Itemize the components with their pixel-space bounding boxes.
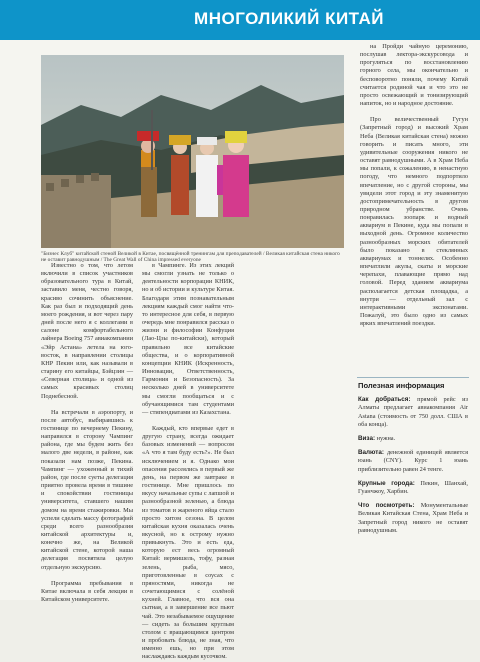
section-header-bar: [0, 0, 480, 40]
useful-info-text: Пекин, Шанхай, Гуанчжоу, Харбин.: [358, 479, 468, 496]
useful-info-item: [358, 435, 468, 443]
paragraph: Известно о том, что летом включили в список участников образовательного тура в Китай, заставило меня, честно говоря, красиво сочинить объяснение. Как раз был и подходящий день моего рождения, и вот через пару дней после него я с коллегами в салоне комфортабельного лайнера Boeing 757 авиакомпании «Эйр Астана» летела на юго-восток, в направлении столицы КНР Пекин или, как называли в старину его китайцы, Бэйцзин — «Северная столица» и одной из самых красивых столиц Поднебесной.: [41, 262, 133, 400]
useful-info-item: [358, 480, 468, 496]
useful-info-label: Крупные города:: [358, 479, 415, 487]
article-column-2: [142, 262, 234, 662]
useful-info-item: [358, 502, 468, 535]
paragraph: Каждый, кто впервые едет в другую страну, всегда ожидает базовых изменений — вопросом «А что я там буду есть?». Не был исключением и я. Однако мои опасения рассеялись в первый же день, на первом же завтраке в гостинице. Мне пришлось по вкусу начальные супы с лапшой и разнообразной зеленью, а блюда из томатов и жареного яйца стало просто хитом сезона. В целом китайская кухня оказалась очень вкусной, но к острому нужно привыкнуть. Это и есть еда, которую ест весь огромный Китай: вермишель, тофу, разная зелень, рыба, мясо, приготовленные в соусах с пряностями, никогда не сочетающимися с солёной кухней. Главное, что вся она сытная, а в завершение все пьют чай. Это незабываемое ощущение — сидеть за большим круглым столом с вращающимся центром и пробовать блюда, не зная, что именно ешь, но при этом наслаждаясь каждым кусочком.: [142, 424, 234, 661]
article-column-1: [41, 262, 133, 604]
paragraph-spacer: [142, 417, 234, 425]
useful-info-box: [358, 382, 468, 541]
useful-info-label: Как добраться:: [358, 396, 411, 404]
paragraph: на Пройди чайную церемонию, послушав лектора-экскурсовода и прогуляться по восстановлению горного села, мы окончательно и бесповоротно поняли, почему Китай считается родиной чая и что это не просто освежающий и тонизирующий напиток, но и народное достояние.: [360, 43, 468, 108]
article-column-3: [360, 43, 468, 328]
section-title: МНОГОЛИКИЙ КИТАЙ: [194, 9, 384, 28]
sidebar-divider: [357, 377, 469, 378]
useful-info-item: [358, 396, 468, 429]
useful-info-text: денежной единицей является юань (CNY). Курс 1 юань приблизительно равен 24 тенге.: [358, 449, 468, 473]
photo-caption: "Бизнес Клуб" китайской стеной Великой в Китае, посвящённой тренингам для преподавателей / Великая китайская стена никого не оставит равнодушным / The Great Wall of China impressed everyone: [41, 251, 340, 264]
useful-info-label: Что посмотреть:: [358, 502, 415, 510]
paragraph-spacer: [41, 572, 133, 580]
paragraph: Программа пребывания в Китае включала в себя лекции в Китайском университете.: [41, 579, 133, 604]
useful-info-label: Валюта:: [358, 449, 384, 457]
useful-info-heading: Полезная информация: [358, 381, 445, 390]
paragraph-spacer: [41, 401, 133, 409]
paragraph: в Чампинге. Из этих лекций мы смогли узнать не только о деятельности корпорации КНИК, но и об истории и культуре Китая. Благодаря этим познавательным лекциям каждый смог найти что-то интересное для себя, в первую очередь мне понравился рассказ о жизни и философии Конфуция (Лао-Цзы по-китайски), который правильно все китайские общества, и о корпоративной концепции КНИК (Искренность, Инновации, Ответственность, Гармония и Безопасность). За несколько дней в университете мы смогли пообщаться и с обучающимися там студентами — стипендиатами из Казахстана.: [142, 262, 234, 416]
paragraph: На встречали в аэропорту, и после автобус, выбиравшись к гостинице по вечернему Пекину, направился в сторону Чампинг района, где мы будем жить без малого две недели, в районе, как показали нам позже, Пекина. Чампинг — ухоженный и тихий район, где после суеты делегация приятно провела время в тишине и спокойствии гостиницы университета, ставшего нашим домом на время стажировки. Мы успели сделать массу фотографий среди всего разнообразия китайской архитектуры и, конечно же, на Великой китайской стене, которой наша делегация посвятила целую отдельную экскурсию.: [41, 408, 133, 571]
useful-info-text: Монументальные Великая Китайская Стена, Храм Неба и Запретный город никого не оставят равнодушным.: [358, 502, 468, 534]
useful-info-label: Виза:: [358, 435, 376, 443]
great-wall-photo-illustration: [41, 55, 344, 248]
paragraph: Про величественный Гугун (Запретный город) и высокий Храм Неба (Великая китайская стена) можно говорить и писать много, эти удивительные сооружения никого не оставят равнодушными. А в Храм Неба мы попали, к сожалению, в ненастную погоду, что немного подпортило впечатление, но с другой стороны, мы увидели этот город и эту знаменитую достопримечательность в другом природном убранстве. Очень понравилась зоопарк и водный аквариум в Пекине, куда мы попали в выходной день. Огромное количество разнообразных морских обитателей было показано в стеклянных аквариумах и тоннелях. Особенно впечатлили акулы, скаты и морские черепахи, плавающие прямо над головой. Перед зданием аквариума располагается детская площадка, а внутри — отдельный зал с интерактивными экспонатами. Пожалуй, это было одно из самых ярких впечатлений поездки.: [360, 116, 468, 328]
useful-info-text: прямой рейс из Алматы предлагает авиакомпания Air Astana (стоимость от 750 долл. США в оба конца).: [358, 396, 468, 428]
great-wall-photo: [41, 55, 344, 248]
useful-info-text: нужна.: [376, 435, 396, 443]
paragraph-spacer: [360, 108, 468, 116]
useful-info-item: [358, 449, 468, 474]
